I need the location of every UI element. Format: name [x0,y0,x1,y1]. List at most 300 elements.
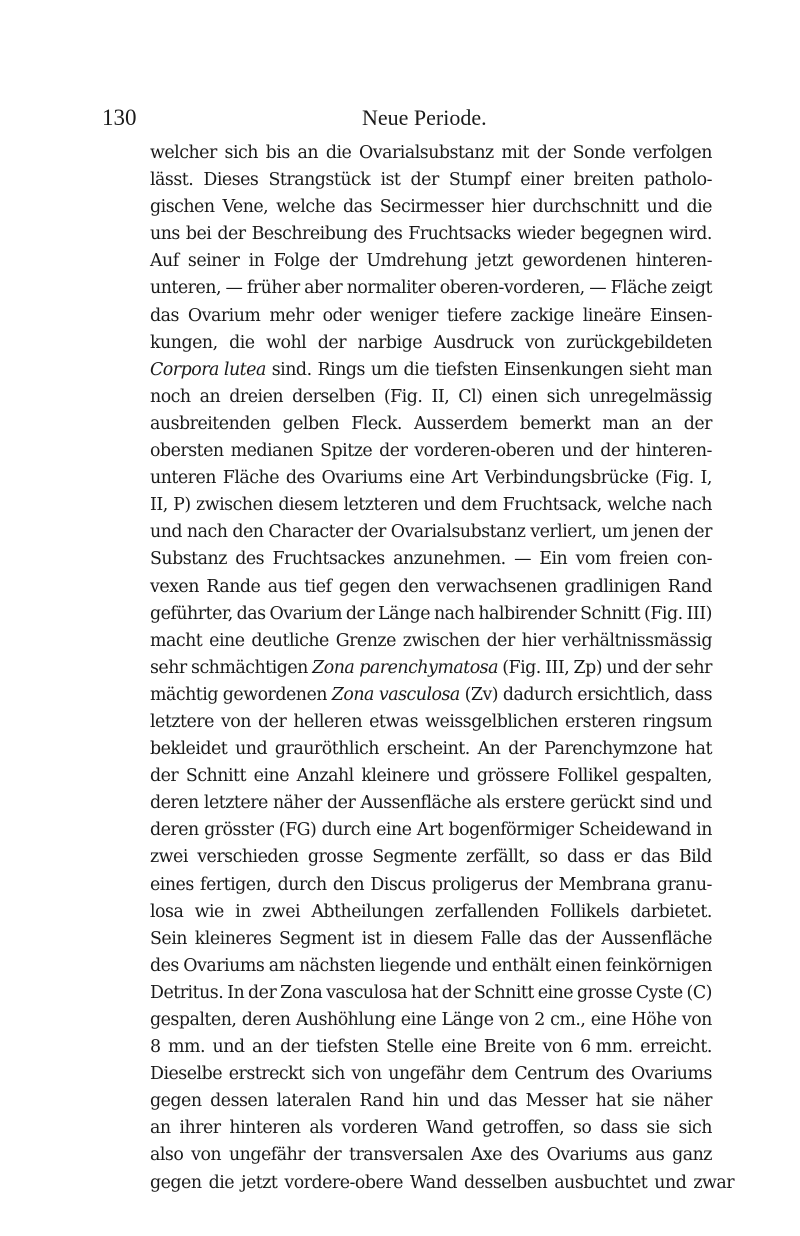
word: den [397,576,429,597]
word: unteren, [150,278,222,299]
word: (C) [686,982,712,1003]
word: der [486,630,515,651]
word: gegen [150,1172,202,1193]
page-number: 130 [102,105,137,130]
word: so [539,847,558,868]
word: der [248,982,277,1003]
word: lässt. [150,170,194,191]
text-line [150,330,712,357]
word: Aushöhlung [295,1010,396,1030]
word: des [285,468,315,489]
word: dass [566,847,605,868]
word: Rand [359,1091,404,1112]
word: der [683,522,712,543]
word: Ovariums [546,1145,628,1166]
word: Ausdruck [433,332,514,353]
word: (Zv) [464,684,499,705]
word: proligerus [431,874,518,895]
word: erreicht. [640,1037,712,1058]
word: eine [209,630,245,651]
word: verhältnissmässig [561,630,712,651]
word: das [150,305,179,326]
word: das [528,928,558,949]
word: aus [635,1145,665,1166]
word: sie [631,1091,655,1112]
text-line [150,519,712,546]
word: gradlinigen [564,576,661,597]
word: und [654,1172,687,1193]
word: Secirmesser [379,197,484,218]
word: man [675,359,712,380]
word: eine [400,1010,437,1030]
word: Fleck. [351,413,402,434]
word: ersichtlich, [577,684,670,705]
word: des [595,1064,625,1085]
word: grösster [204,820,274,841]
word: kleinere [361,766,430,787]
word: erstreckt [228,1064,305,1085]
word: eine [409,468,445,489]
word: Spitze [320,441,373,462]
word: I, [700,468,712,489]
word: zerfallenden [434,901,539,922]
word: Anzahl [296,766,354,787]
word: und [235,739,268,760]
word: Vene, [222,197,269,218]
word: normaliter [346,278,436,299]
word: aus [267,576,297,597]
word: Fruchtsackes [272,549,385,570]
word: das [236,603,266,624]
text-line [150,574,712,601]
word: jenen [632,522,679,543]
word: hinteren [229,1118,301,1139]
word: weissgelblichen [425,711,558,732]
word: patholo- [643,170,712,191]
word: 2 [534,1010,545,1030]
word: Art [451,468,478,489]
text-line [150,357,712,384]
word: deren [150,793,199,814]
word: welche [607,495,667,516]
word: sie [646,1118,670,1139]
word: der [312,1145,342,1166]
word: 8 [150,1037,161,1058]
word: Zona parenchymatosa [312,657,498,678]
word: P) [173,495,191,516]
word: Breite [483,1037,536,1058]
word: Sonde [572,143,626,163]
word: noch [150,386,191,407]
word: letzteren [343,495,419,516]
word: grauröthlich [274,739,379,760]
text-line [150,980,712,1007]
word: medianen [230,441,314,462]
word: nach [186,522,228,543]
word: und [455,955,488,976]
word: der [600,441,629,462]
word: und [447,1091,480,1112]
word: nächsten [298,955,375,976]
word: aber [304,278,343,299]
word: Zona vasculosa [331,684,460,705]
word: gegen [338,576,391,597]
text-line [150,140,712,167]
word: (Fig. [644,603,683,624]
text-line [150,546,712,573]
word: früher [246,278,300,299]
word: Zona [280,982,323,1003]
word: vorderen [341,1118,418,1139]
word: feinkörnigen [605,955,712,976]
word: mächtig [150,684,218,705]
word: wie [194,901,224,922]
word: tief [304,576,332,597]
word: Membrana [558,874,651,895]
word: am [268,955,295,976]
word: losa [150,901,184,922]
word: die [325,143,352,163]
word: tiefsten [434,359,498,380]
word: also [150,1145,184,1166]
word: mehr [269,305,314,326]
word: Einsen- [649,305,712,326]
word: III, [545,657,570,678]
word: näher [663,1091,712,1112]
word: oberen-vorderen, [439,278,585,299]
text-line [150,1088,712,1115]
word: des [509,1145,539,1166]
word: einer [520,170,564,191]
word: Scheidewand [578,820,691,841]
word: Substanz [150,549,227,570]
word: grössere [476,766,550,787]
text-line [150,303,712,330]
text-line [150,817,712,844]
word: nach [671,495,712,516]
word: etwas [369,711,419,732]
word: vasculosa [326,982,407,1003]
word: der [441,982,470,1003]
word: das [487,1091,517,1112]
word: gespalten, [625,766,712,787]
word: kleineres [194,928,272,949]
word: dass [674,684,712,705]
word: und [150,522,183,543]
word: durch [277,874,327,895]
word: der [317,332,347,353]
word: mm. [168,1037,206,1058]
word: diesem [278,495,339,516]
word: um [370,359,398,380]
word: Segment [279,928,354,949]
word: so [573,1118,592,1139]
word: Ovarium [187,305,261,326]
word: ungefähr [228,1145,306,1166]
word: gegen [150,1091,202,1112]
word: und [423,495,456,516]
word: granu- [656,874,712,895]
word: sieht [628,359,670,380]
word: ganz [672,1145,712,1166]
word: deutliche [251,630,329,651]
word: zurückgebildeten [566,332,712,353]
word: durchschnitt [532,197,639,218]
word: um [601,522,629,543]
word: darbietet. [630,901,712,922]
word: welcher [150,143,217,163]
word: bemerkt [519,413,591,434]
word: freien [619,549,669,570]
text-line [150,384,712,411]
word: Parenchymzone [544,739,678,760]
word: sich [224,143,258,163]
word: Axe [470,1145,503,1166]
word: der [379,441,408,462]
word: eine [441,1037,477,1058]
word: Messer [525,1091,588,1112]
text-line [150,221,712,248]
word: an [297,143,319,163]
word: 6 mm. [580,1037,633,1058]
word: Dieses [203,170,259,191]
word: geführter, [150,603,233,624]
word: unteren [150,468,216,489]
word: den [232,522,264,543]
text-line [150,709,712,736]
word: man [602,413,639,434]
word: hinteren- [635,441,712,462]
word: grosse [576,982,633,1003]
word: tiefsten [315,1037,379,1058]
word: letztere [150,711,214,732]
word: Auf [150,251,179,272]
word: Character [268,522,353,543]
word: Folge [273,251,320,272]
word: der [345,603,375,624]
word: helleren [293,711,363,732]
word: Beschreibung [251,224,368,245]
word: liegende [379,955,451,976]
word: cm., [550,1010,586,1030]
word: In [227,982,245,1003]
text-line [150,167,712,194]
word: getroffen, [482,1118,565,1139]
text-line [150,926,712,953]
word: deren [150,820,199,841]
word: ausbuchtet [554,1172,648,1193]
word: An [477,739,501,760]
word: sich [678,1118,712,1139]
word: kungen, [150,332,218,353]
text-line [150,899,712,926]
word: nach [433,603,475,624]
word: Ovarialsubstanz [390,522,526,543]
text-line [150,844,712,871]
word: und [606,657,639,678]
word: Ovariums [321,468,403,489]
word: Rande [206,576,261,597]
word: schmächtigen [191,657,308,678]
word: bei [185,224,212,245]
word: Fläche [610,278,667,299]
word: als [309,1118,333,1139]
word: Schnitt [473,982,534,1003]
word: in [235,901,251,922]
word: sind [639,793,675,814]
word: Strangstück [268,170,371,191]
word: verwachsenen [436,576,557,597]
text-line [150,628,712,655]
word: sich [546,386,581,407]
word: Art [416,820,444,841]
word: derselben [292,386,375,407]
text-line [150,682,712,709]
word: Ausserdem [414,413,508,434]
word: Dieselbe [150,1064,222,1085]
word: der [150,766,179,787]
word: Rand [667,576,712,597]
word: Falle [480,928,521,949]
word: Fruchtsack, [502,495,602,516]
word: zwar [693,1172,735,1193]
word: breiten [573,170,634,191]
text-line [150,872,712,899]
text-line [150,790,712,817]
word: die [403,359,430,380]
word: von [191,1145,222,1166]
word: Rings [317,359,365,380]
word: zwei [262,901,301,922]
word: (Fig. [383,386,423,407]
word: verliert, [530,522,597,543]
word: Aussenfläche [360,793,472,814]
word: der [280,1037,309,1058]
text-line [150,248,712,275]
word: anzunehmen. [393,549,506,570]
word: in [248,251,265,272]
word: verfolgen [632,143,712,163]
word: Länge [378,603,431,624]
word: Länge [441,1010,494,1030]
word: die [208,1172,235,1193]
word: weniger [369,305,438,326]
word: eine [253,766,290,787]
word: narbige [357,332,423,353]
word: der [642,657,671,678]
word: und [561,441,594,462]
word: und [646,197,679,218]
word: vorderen-oberen [414,441,555,462]
page-header [102,103,712,137]
word: dass [600,1118,638,1139]
text-line [150,1115,712,1142]
word: Discus [370,874,426,895]
word: zwischen [196,495,273,516]
word: Fruchtsacks [408,224,511,245]
word: ist [380,170,401,191]
word: erstere [504,793,565,814]
word: von [524,332,555,353]
word: seiner [187,251,240,272]
word: ringsum [642,711,712,732]
word: Stumpf [448,170,511,191]
text-line [150,1007,712,1034]
word: zerfällt, [466,847,530,868]
word: Sein [150,928,187,949]
word: hat [684,739,712,760]
text-line [150,275,712,302]
word: Cl) [458,386,483,407]
word: hat [410,982,438,1003]
text-line [150,1061,712,1088]
word: hier [521,630,556,651]
word: Zp) [573,657,603,678]
word: enthält [491,955,551,976]
word: Cyste [635,982,683,1003]
text-line [150,953,712,980]
word: ungefähr [388,1064,465,1085]
word: der [410,170,439,191]
word: hinteren- [635,251,712,272]
word: Follikel [557,766,618,787]
word: Ovarium [269,603,343,624]
word: II, [150,495,168,516]
word: oder [322,305,361,326]
word: wieder [516,224,575,245]
word: der [565,928,594,949]
word: welche [276,197,336,218]
word: an [199,386,221,407]
word: der [217,224,246,245]
word: zwei [150,847,188,868]
word: einen [555,955,602,976]
word: uns [150,224,180,245]
word: Stelle [385,1037,434,1058]
word: Schnitt [580,603,641,624]
word: eine [590,1010,627,1030]
word: halbirender [478,603,577,624]
body-text [150,140,735,1197]
word: an [651,413,672,434]
word: — [514,549,531,570]
word: gischen [150,197,215,218]
word: dem [471,1064,508,1085]
word: Ein [539,549,568,570]
word: gewordenen [222,684,327,705]
text-line [150,411,712,438]
word: die [229,332,255,353]
word: Aussenfläche [601,928,712,949]
word: gerückt [569,793,635,814]
word: jetzt [241,1172,278,1193]
word: — [589,278,607,299]
word: Höhe [631,1010,677,1030]
word: sich [311,1064,345,1085]
word: von [498,1010,529,1030]
word: zackige [510,305,574,326]
word: dem [460,495,498,516]
word: Centrum [514,1064,589,1085]
text-line [150,736,712,763]
word: Abtheilungen [311,901,424,922]
word: wohl [266,332,307,353]
text-line [150,465,712,492]
word: Corpora lutea [150,359,266,380]
text-line [150,492,712,519]
word: eine [537,982,574,1003]
word: der [683,413,712,434]
